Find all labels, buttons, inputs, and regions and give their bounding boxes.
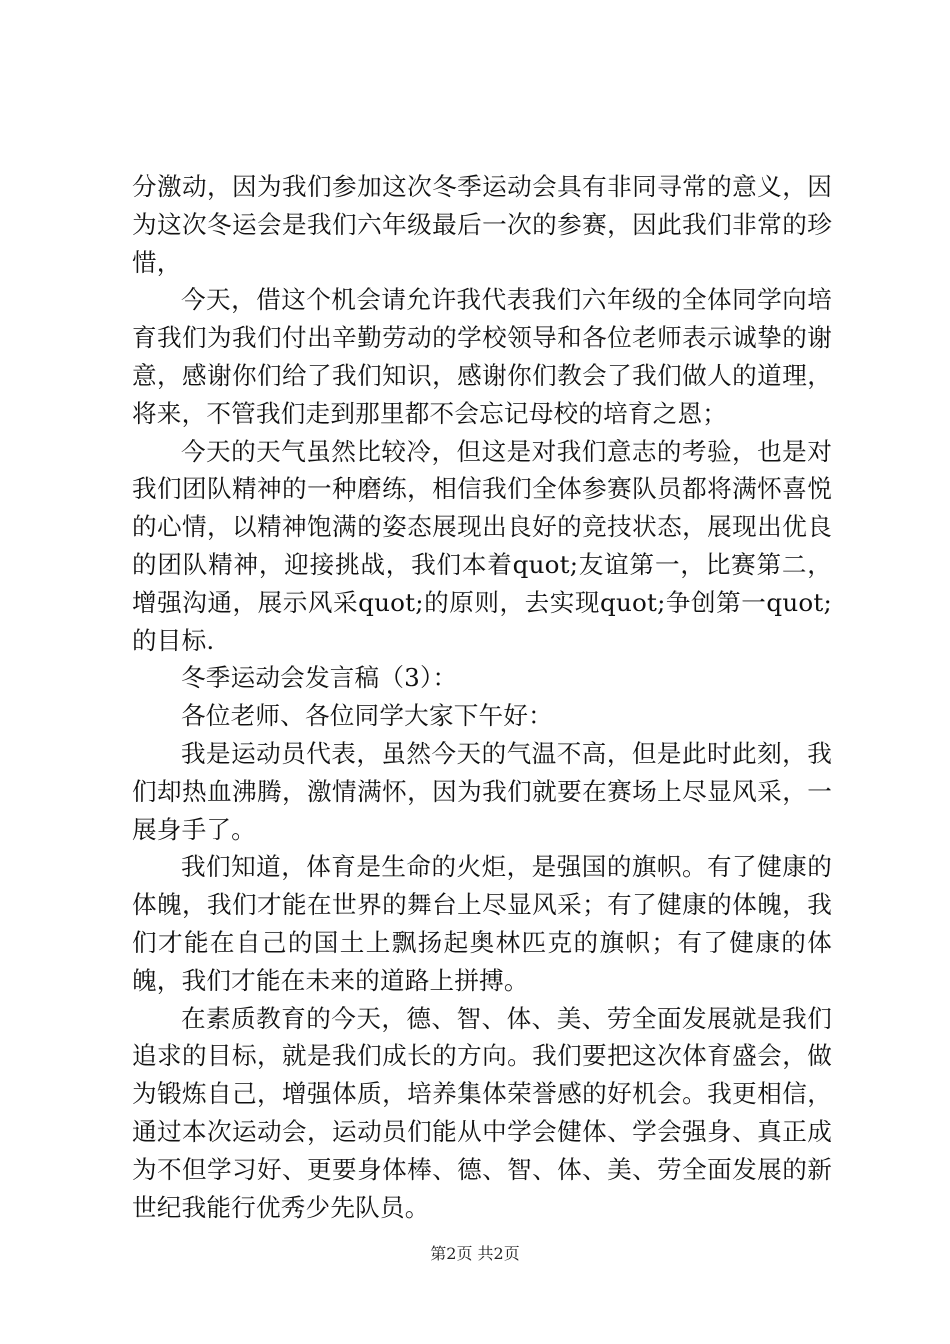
section-heading: 冬季运动会发言稿（3）： xyxy=(181,663,458,693)
paragraph-1: 分激动，因为我们参加这次冬季运动会具有非同寻常的意义，因为这次冬运会是我们六年级最后一次的参赛，因此我们非常的珍惜， xyxy=(132,172,832,277)
paragraph-6: 我是运动员代表，虽然今天的气温不高，但是此时此刻，我们却热血沸腾，激情满怀，因为我们就要在赛场上尽显风采，一展身手了。 xyxy=(132,738,832,844)
paragraph-7: 我们知道，体育是生命的火炬，是强国的旗帜。有了健康的体魄，我们才能在世界的舞台上尽显风采；有了健康的体魄，我们才能在自己的国土上飘扬起奥林匹克的旗帜；有了健康的体魄，我们才能在未来的道路上拼搏。 xyxy=(132,852,832,995)
paragraph-2: 今天，借这个机会请允许我代表我们六年级的全体同学向培育我们为我们付出辛勤劳动的学校领导和各位老师表示诚挚的谢意，感谢你们给了我们知识，感谢你们教会了我们做人的道理，将来，不管我们走到那里都不会忘记母校的培育之恩； xyxy=(132,285,832,428)
paragraph-8: 在素质教育的今天，德、智、体、美、劳全面发展就是我们追求的目标，就是我们成长的方向。我们要把这次体育盛会，做为锻炼自己，增强体质，培养集体荣誉感的好机会。我更相信，通过本次运动会，运动员们能从中学会健体、学会强身、真正成为不但学习好、更要身体棒、德、智、体、美、劳全面发展的新世纪我能行优秀少先队员。 xyxy=(132,1003,832,1222)
paragraph-3: 今天的天气虽然比较冷，但这是对我们意志的考验，也是对我们团队精神的一种磨练，相信我们全体参赛队员都将满怀喜悦的心情，以精神饱满的姿态展现出良好的竞技状态，展现出优良的团队精神，迎接挑战，我们本着quot;友谊第一，比赛第二，增强沟通，展示风采quot;的原则，去实现quot;争创第一quot;的目标. xyxy=(132,436,832,655)
greeting: 各位老师、各位同学大家下午好： xyxy=(181,701,553,731)
page-footer xyxy=(0,1243,950,1265)
page-number: 第2页 共2页 xyxy=(430,1244,520,1263)
document-body xyxy=(132,168,832,1226)
